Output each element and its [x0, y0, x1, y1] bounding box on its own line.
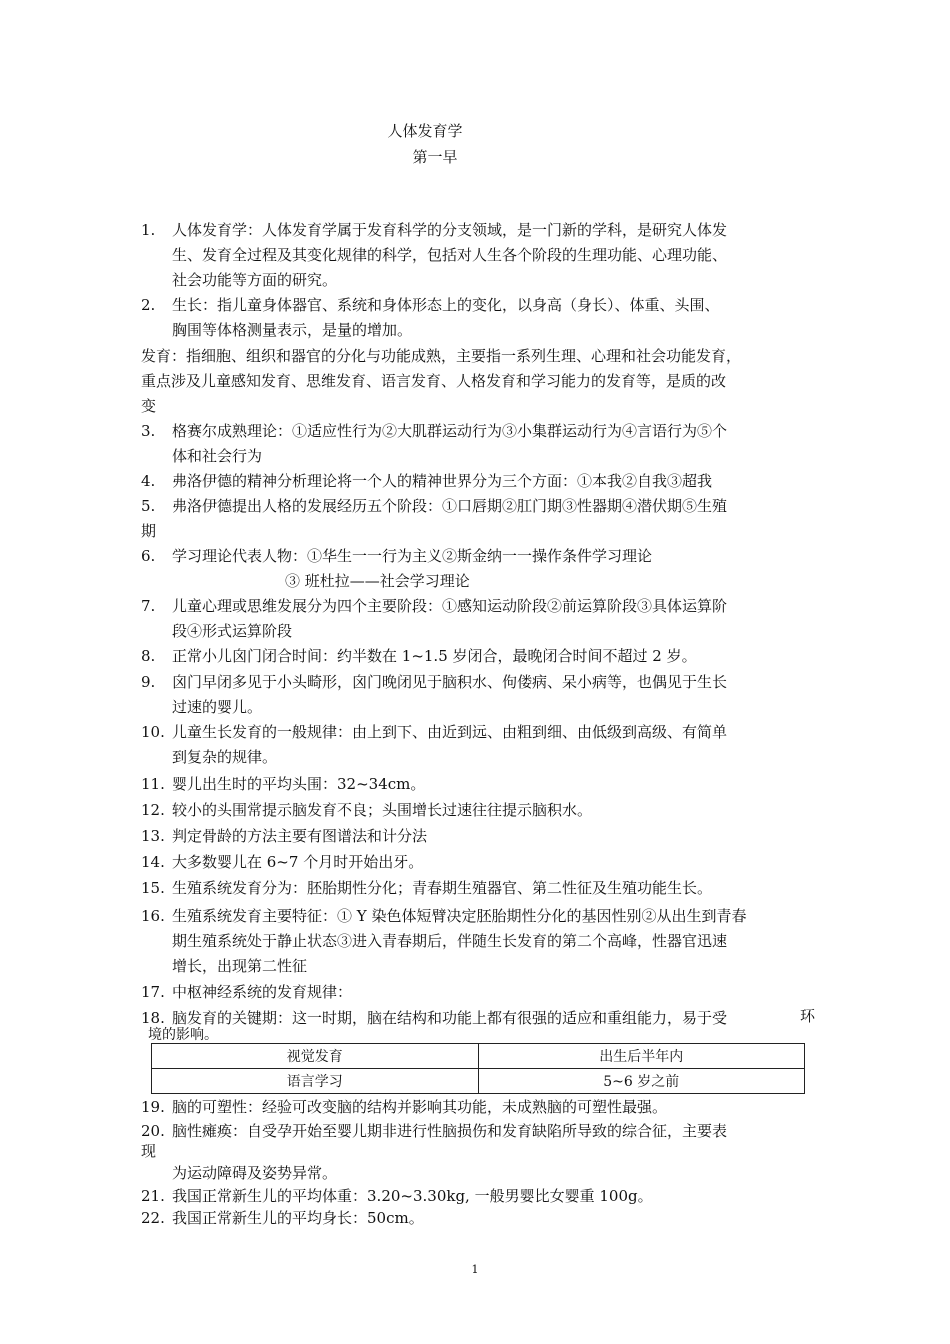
- item-text: 生、发育全过程及其变化规律的科学，包括对人生各个阶段的生理功能、心理功能、: [172, 246, 728, 264]
- item-text: 生殖系统发育分为：胚胎期性分化；青春期生殖器官、第二性征及生殖功能生长。: [172, 879, 713, 897]
- item-number: 8.: [141, 647, 156, 665]
- item-text: 正常小儿囟门闭合时间：约半数在 1~1.5 岁闭合，最晚闭合时间不超过 2 岁。: [172, 647, 697, 665]
- item-number: 19.: [141, 1098, 165, 1116]
- item-text: 生殖系统发育主要特征：① Y 染色体短臂决定胚胎期性分化的基因性别②从出生到青春: [172, 907, 747, 925]
- item-text: 到复杂的规律。: [172, 748, 278, 766]
- item-text: 学习理论代表人物：①华生一一行为主义②斯金纳一一操作条件学习理论: [172, 547, 653, 565]
- critical-period-table: [151, 1043, 805, 1094]
- item-number: 6.: [141, 547, 156, 565]
- item-text: 判定骨龄的方法主要有图谱法和计分法: [172, 827, 428, 845]
- item-text: 中枢神经系统的发育规律：: [172, 983, 353, 1001]
- table-cell: 视觉发育: [152, 1044, 479, 1069]
- item-text: 大多数婴儿在 6~7 个月时开始出牙。: [172, 853, 424, 871]
- item-number: 18.: [141, 1009, 165, 1027]
- item-text: 儿童生长发育的一般规律：由上到下、由近到远、由粗到细、由低级到高级、有简单: [172, 723, 728, 741]
- paragraph-text: 重点涉及儿童感知发育、思维发育、语言发育、人格发育和学习能力的发育等，是质的改: [141, 372, 727, 390]
- item-text: 脑性瘫痪：自受孕开始至婴儿期非进行性脑损伤和发育缺陷所导致的综合征，主要表: [172, 1122, 728, 1140]
- item-number: 13.: [141, 827, 165, 845]
- item-text: ③ 班杜拉——社会学习理论: [285, 572, 470, 590]
- item-text: 社会功能等方面的研究。: [172, 271, 338, 289]
- item-number: 2.: [141, 296, 156, 314]
- item-number: 17.: [141, 983, 165, 1001]
- item-text: 期生殖系统处于静止状态③进入青春期后，伴随生长发育的第二个高峰，性器官迅速: [172, 932, 728, 950]
- item-text: 较小的头围常提示脑发育不良；头围增长过速往往提示脑积水。: [172, 801, 593, 819]
- paragraph-text: 变: [141, 397, 157, 415]
- item-number: 15.: [141, 879, 165, 897]
- table-row: [152, 1069, 805, 1094]
- document-title: 人体发育学: [387, 122, 463, 140]
- item-text: 弗洛伊德提出人格的发展经历五个阶段：①口唇期②肛门期③性器期④潜伏期⑤生殖: [172, 497, 728, 515]
- page-number: 1: [471, 1263, 479, 1276]
- table-row: [152, 1044, 805, 1069]
- item-text: 弗洛伊德的精神分析理论将一个人的精神世界分为三个方面：①本我②自我③超我: [172, 472, 713, 490]
- item-number: 21.: [141, 1187, 165, 1205]
- paragraph-text: 发育：指细胞、组织和器官的分化与功能成熟，主要指一系列生理、心理和社会功能发育，: [141, 347, 742, 365]
- item-text: 儿童心理或思维发展分为四个主要阶段：①感知运动阶段②前运算阶段③具体运算阶: [172, 597, 728, 615]
- item-number: 10.: [141, 723, 165, 741]
- item-text: 胸围等体格测量表示，是量的增加。: [172, 321, 413, 339]
- item-text: 过速的婴儿。: [172, 698, 263, 716]
- item-text: 格赛尔成熟理论：①适应性行为②大肌群运动行为③小集群运动行为④言语行为⑤个: [172, 422, 728, 440]
- item-text: 婴儿出生时的平均头围：32~34cm。: [172, 775, 426, 793]
- item-number: 14.: [141, 853, 165, 871]
- item-text: 脑的可塑性：经验可改变脑的结构并影响其功能，未成熟脑的可塑性最强。: [172, 1098, 668, 1116]
- item-text: 境的影响。: [148, 1027, 218, 1043]
- item-number: 20.: [141, 1122, 165, 1140]
- item-number: 3.: [141, 422, 156, 440]
- item-number: 4.: [141, 472, 156, 490]
- table-cell: 出生后半年内: [478, 1044, 805, 1069]
- item-text: 为运动障碍及姿势异常。: [172, 1164, 338, 1182]
- chapter-heading: 第一早: [412, 148, 458, 166]
- table-cell: 语言学习: [152, 1069, 479, 1094]
- item-text: 段④形式运算阶段: [172, 622, 293, 640]
- table-cell: 5~6 岁之前: [478, 1069, 805, 1094]
- item-text: 脑发育的关键期：这一时期，脑在结构和功能上都有很强的适应和重组能力，易于受: [172, 1009, 728, 1027]
- item-text: 环: [800, 1007, 816, 1025]
- item-number: 16.: [141, 907, 165, 925]
- item-number: 5.: [141, 497, 156, 515]
- item-text: 增长，出现第二性征: [172, 957, 308, 975]
- item-number: 11.: [141, 775, 165, 793]
- item-text: 我国正常新生儿的平均身长：50cm。: [172, 1209, 424, 1227]
- item-text: 期: [141, 522, 157, 540]
- item-text: 体和社会行为: [172, 447, 263, 465]
- item-number: 9.: [141, 673, 156, 691]
- item-text: 现: [141, 1142, 157, 1160]
- item-text: 我国正常新生儿的平均体重：3.20~3.30kg, 一般男婴比女婴重 100g。: [172, 1187, 653, 1205]
- item-text: 生长：指儿童身体器官、系统和身体形态上的变化，以身高（身长）、体重、头围、: [172, 296, 720, 314]
- item-text: 囟门早闭多见于小头畸形，囟门晚闭见于脑积水、佝偻病、呆小病等，也偶见于生长: [172, 673, 728, 691]
- item-number: 1.: [141, 221, 156, 239]
- item-number: 12.: [141, 801, 165, 819]
- item-text: 人体发育学：人体发育学属于发育科学的分支领域，是一门新的学科，是研究人体发: [172, 221, 728, 239]
- item-number: 22.: [141, 1209, 165, 1227]
- item-number: 7.: [141, 597, 156, 615]
